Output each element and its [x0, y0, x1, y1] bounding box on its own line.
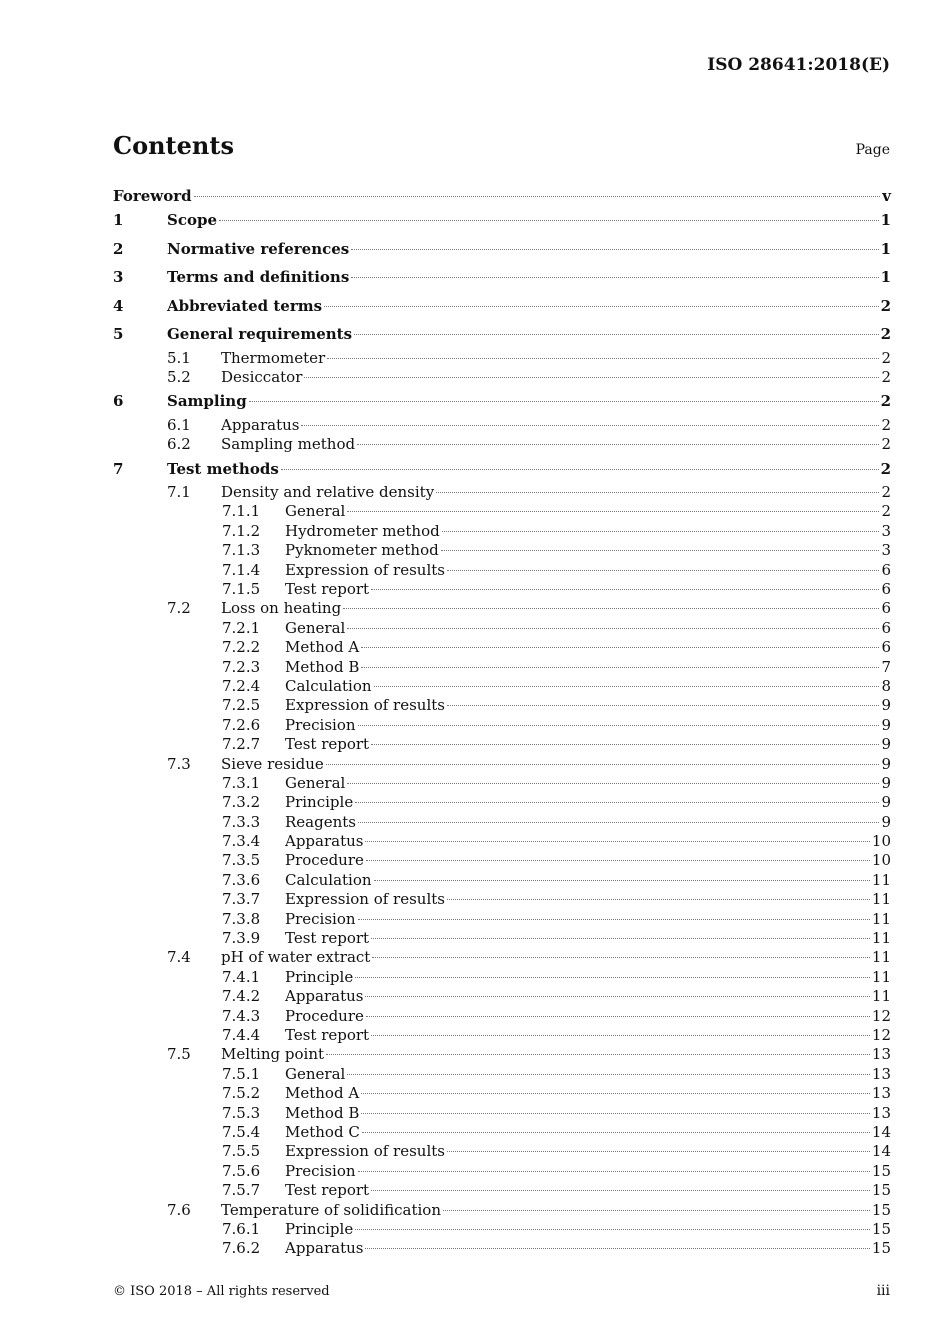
toc-entry-page: 11: [871, 870, 891, 889]
toc-entry-title: Apparatus: [285, 832, 364, 851]
page-title: Contents: [113, 131, 234, 160]
toc-entry-page: 10: [871, 832, 891, 851]
dot-leader: [365, 841, 869, 842]
toc-entry-title: Expression of results: [285, 890, 445, 909]
toc-entry-page: 2: [881, 415, 891, 434]
toc-entry-page: 9: [881, 715, 891, 734]
toc-entry[interactable]: [113, 1181, 891, 1200]
toc-entry-page: 6: [881, 638, 891, 657]
toc-entry-page: 2: [881, 502, 891, 521]
toc-entry-title: Method B: [285, 1103, 360, 1122]
toc-entry-page: 14: [871, 1122, 891, 1141]
dot-leader: [347, 783, 879, 784]
toc-entry-number: 7.3.9: [222, 929, 261, 948]
dot-leader: [447, 1151, 870, 1152]
dot-leader: [371, 1190, 870, 1191]
toc-entry-number: 7.6: [167, 1200, 191, 1219]
toc-entry-number: 7.2: [167, 599, 191, 618]
toc-entry-page: v: [882, 187, 891, 205]
dot-leader: [361, 1093, 870, 1094]
toc-entry[interactable]: [113, 890, 891, 909]
dot-leader: [301, 425, 879, 426]
toc-entry-title: Expression of results: [285, 696, 445, 715]
toc-entry-title: Foreword: [113, 187, 192, 205]
toc-entry[interactable]: [113, 186, 891, 206]
toc-entry[interactable]: [113, 561, 891, 580]
toc-entry-title: Method A: [285, 638, 360, 657]
toc-entry-title: Hydrometer method: [285, 521, 440, 540]
dot-leader: [357, 444, 879, 445]
toc-entry-title: Loss on heating: [221, 599, 342, 618]
toc-entry-page: 6: [881, 560, 891, 579]
dot-leader: [326, 1054, 870, 1055]
toc-entry-number: 5.2: [167, 367, 191, 386]
toc-entry-number: 7.3.2: [222, 793, 261, 812]
dot-leader: [304, 377, 879, 378]
dot-leader: [361, 667, 879, 668]
toc-entry-page: 8: [881, 676, 891, 695]
toc-entry[interactable]: [113, 1201, 891, 1220]
toc-entry-title: Procedure: [285, 851, 364, 870]
dot-leader: [372, 957, 870, 958]
toc-entry-page: 2: [880, 459, 891, 478]
toc-entry-page: 15: [871, 1219, 891, 1238]
toc-entry-page: 9: [881, 812, 891, 831]
dot-leader: [442, 531, 880, 532]
toc-entry[interactable]: [113, 1084, 891, 1103]
toc-entry-number: 7.5: [167, 1045, 191, 1064]
toc-entry[interactable]: [113, 793, 891, 812]
toc-entry[interactable]: [113, 263, 891, 292]
toc-entry-page: 3: [881, 521, 891, 540]
dot-leader: [358, 919, 870, 920]
toc-entry-page: 2: [880, 325, 891, 343]
dot-leader: [371, 938, 870, 939]
toc-entry-page: 1: [880, 268, 891, 286]
toc-entry[interactable]: [113, 755, 891, 774]
toc-entry[interactable]: [113, 235, 891, 264]
toc-entry-page: 12: [871, 1006, 891, 1025]
dot-leader: [249, 401, 879, 402]
toc-entry-number: 7.1.3: [222, 541, 261, 560]
toc-entry-page: 9: [881, 735, 891, 754]
toc-entry[interactable]: [113, 206, 891, 235]
dot-leader: [326, 764, 880, 765]
toc-entry-number: 7.4: [167, 948, 191, 967]
toc-entry-page: 3: [881, 541, 891, 560]
dot-leader: [366, 860, 870, 861]
toc-entry-title: General requirements: [167, 325, 353, 343]
toc-entry-number: 1: [113, 211, 124, 229]
toc-entry-title: pH of water extract: [221, 948, 371, 967]
toc-entry-title: Test report: [285, 735, 370, 754]
toc-entry-title: Precision: [285, 1161, 356, 1180]
dot-leader: [374, 880, 870, 881]
toc-entry-page: 15: [871, 1239, 891, 1258]
toc-entry-number: 7.4.4: [222, 1026, 261, 1044]
dot-leader: [358, 1171, 870, 1172]
toc-entry-title: Sampling: [167, 392, 247, 411]
toc-entry-number: 3: [113, 268, 124, 286]
toc-entry-page: 15: [871, 1200, 891, 1219]
toc-entry[interactable]: [113, 1065, 891, 1084]
toc-entry[interactable]: [113, 696, 891, 715]
page-number: iii: [876, 1283, 890, 1299]
dot-leader: [443, 1210, 870, 1211]
toc-entry-number: 7.5.7: [222, 1181, 261, 1200]
toc-entry-title: Method B: [285, 657, 360, 676]
toc-entry-page: 15: [871, 1161, 891, 1180]
toc-entry-number: 7.2.5: [222, 696, 261, 715]
toc-entry-page: 1: [880, 239, 891, 258]
copyright-notice: © ISO 2018 – All rights reserved: [113, 1284, 330, 1299]
dot-leader: [354, 334, 879, 335]
toc-entry[interactable]: [113, 1104, 891, 1123]
dot-leader: [327, 358, 879, 359]
toc-entry-title: Method A: [285, 1084, 360, 1103]
toc-entry-title: Precision: [285, 715, 356, 734]
toc-entry-title: Procedure: [285, 1006, 364, 1025]
toc-entry-title: Desiccator: [221, 367, 303, 386]
toc-entry-page: 15: [871, 1181, 891, 1200]
toc-entry-number: 7.1.5: [222, 580, 261, 599]
toc-entry-page: 2: [880, 392, 891, 411]
dot-leader: [371, 1035, 870, 1036]
dot-leader: [343, 608, 879, 609]
toc-entry[interactable]: [113, 1123, 891, 1142]
toc-entry-title: Density and relative density: [221, 483, 435, 502]
toc-entry[interactable]: [113, 1142, 891, 1161]
toc-entry-title: Precision: [285, 909, 356, 928]
toc-entry-number: 7.2.2: [222, 638, 261, 657]
toc-entry-number: 6.1: [167, 415, 191, 434]
toc-entry-title: Calculation: [285, 676, 372, 695]
toc-entry[interactable]: [113, 580, 891, 599]
toc-entry[interactable]: [113, 599, 891, 618]
toc-entry-page: 11: [871, 967, 891, 986]
dot-leader: [374, 686, 880, 687]
toc-entry-page: 9: [881, 754, 891, 773]
toc-entry[interactable]: [113, 851, 891, 870]
toc-entry-title: Apparatus: [285, 1239, 364, 1258]
toc-entry-number: 7.5.5: [222, 1142, 261, 1161]
toc-entry-title: General: [285, 1064, 346, 1083]
toc-entry-number: 7.4.2: [222, 987, 261, 1006]
toc-entry-number: 7.3.4: [222, 832, 261, 851]
toc-entry[interactable]: [113, 1026, 891, 1045]
dot-leader: [436, 492, 879, 493]
toc-entry-number: 7.2.4: [222, 676, 261, 695]
toc-entry-title: Test report: [285, 929, 370, 948]
dot-leader: [355, 802, 879, 803]
toc-entry-number: 7.1: [167, 483, 191, 502]
toc-entry-page: 13: [871, 1045, 891, 1064]
toc-entry[interactable]: [113, 483, 891, 502]
toc-entry-page: 2: [881, 483, 891, 502]
toc-entry-number: 7.6.1: [222, 1219, 261, 1238]
dot-leader: [324, 306, 878, 307]
toc-entry-title: Test methods: [167, 459, 279, 478]
toc-entry-page: 11: [871, 929, 891, 948]
toc-entry-title: Apparatus: [221, 415, 300, 434]
toc-entry[interactable]: [113, 1007, 891, 1026]
toc-entry-number: 7.1.2: [222, 521, 261, 540]
toc-entry-number: 7.2.7: [222, 735, 261, 754]
toc-entry-title: Reagents: [285, 812, 356, 831]
dot-leader: [371, 744, 879, 745]
toc-entry-page: 9: [881, 773, 891, 792]
toc-entry[interactable]: [113, 541, 891, 560]
toc-entry-number: 7.1.1: [222, 502, 261, 521]
toc-entry[interactable]: [113, 948, 891, 967]
toc-entry-title: Principle: [285, 1219, 354, 1238]
toc-entry-page: 1: [880, 211, 891, 229]
toc-entry[interactable]: [113, 910, 891, 929]
toc-entry-title: General: [285, 502, 346, 521]
dot-leader: [355, 1229, 870, 1230]
toc-entry[interactable]: [113, 735, 891, 754]
toc-entry[interactable]: [113, 716, 891, 735]
toc-entry-number: 7.3: [167, 754, 191, 773]
toc-entry-page: 6: [881, 599, 891, 618]
toc-entry[interactable]: [113, 455, 891, 484]
toc-entry[interactable]: [113, 320, 891, 349]
toc-entry[interactable]: [113, 502, 891, 521]
table-of-contents: [113, 186, 891, 1259]
toc-entry-title: Apparatus: [285, 987, 364, 1006]
toc-entry-page: 10: [871, 851, 891, 870]
toc-entry-page: 11: [871, 890, 891, 909]
toc-entry-number: 7.3.3: [222, 812, 261, 831]
toc-entry-page: 12: [871, 1026, 891, 1044]
toc-entry[interactable]: [113, 387, 891, 416]
toc-entry-page: 11: [871, 909, 891, 928]
toc-entry-number: 7.2.6: [222, 715, 261, 734]
dot-leader: [219, 220, 879, 221]
toc-entry-page: 2: [880, 296, 891, 315]
toc-entry-number: 7: [113, 459, 124, 478]
toc-entry-title: Principle: [285, 793, 354, 812]
toc-entry-number: 7.3.6: [222, 870, 261, 889]
toc-entry[interactable]: [113, 435, 891, 454]
dot-leader: [366, 1016, 870, 1017]
toc-entry-title: Expression of results: [285, 560, 445, 579]
toc-entry-title: Scope: [167, 211, 218, 229]
dot-leader: [361, 647, 879, 648]
toc-entry[interactable]: [113, 416, 891, 435]
toc-entry-number: 7.5.4: [222, 1122, 261, 1141]
toc-entry-number: 2: [113, 239, 124, 258]
dot-leader: [358, 725, 880, 726]
toc-entry-title: Sampling method: [221, 435, 356, 454]
toc-entry-title: Normative references: [167, 239, 350, 258]
toc-entry[interactable]: [113, 658, 891, 677]
toc-entry[interactable]: [113, 774, 891, 793]
toc-entry[interactable]: [113, 522, 891, 541]
toc-entry-page: 13: [871, 1064, 891, 1083]
toc-entry-title: Test report: [285, 1026, 370, 1044]
toc-entry-title: General: [285, 618, 346, 637]
dot-leader: [347, 1074, 870, 1075]
toc-entry-page: 7: [881, 657, 891, 676]
toc-entry-page: 13: [871, 1103, 891, 1122]
dot-leader: [441, 550, 880, 551]
toc-entry-page: 11: [871, 948, 891, 967]
toc-entry-title: Method C: [285, 1122, 360, 1141]
toc-entry-page: 9: [881, 793, 891, 812]
toc-entry[interactable]: [113, 292, 891, 321]
toc-entry[interactable]: [113, 832, 891, 851]
toc-entry-number: 7.4.3: [222, 1006, 261, 1025]
toc-entry-number: 7.5.2: [222, 1084, 261, 1103]
dot-leader: [362, 1132, 870, 1133]
toc-entry-page: 14: [871, 1142, 891, 1161]
toc-entry-page: 2: [881, 367, 891, 386]
toc-entry[interactable]: [113, 368, 891, 387]
dot-leader: [358, 822, 879, 823]
dot-leader: [447, 705, 879, 706]
toc-entry-title: Principle: [285, 967, 354, 986]
toc-entry-number: 7.5.1: [222, 1064, 261, 1083]
toc-entry-number: 7.5.3: [222, 1103, 261, 1122]
toc-entry-page: 6: [881, 580, 891, 599]
toc-entry-number: 6.2: [167, 435, 191, 454]
toc-entry[interactable]: [113, 638, 891, 657]
dot-leader: [347, 511, 879, 512]
toc-entry-page: 11: [871, 987, 891, 1006]
toc-entry[interactable]: [113, 677, 891, 696]
toc-entry[interactable]: [113, 1239, 891, 1258]
toc-entry-page: 13: [871, 1084, 891, 1103]
toc-entry-title: Calculation: [285, 870, 372, 889]
toc-entry-number: 7.6.2: [222, 1239, 261, 1258]
toc-entry-title: Thermometer: [221, 348, 326, 367]
dot-leader: [347, 628, 879, 629]
toc-entry-number: 5.1: [167, 348, 191, 367]
toc-entry-number: 7.4.1: [222, 967, 261, 986]
dot-leader: [194, 196, 881, 197]
toc-entry-page: 9: [881, 696, 891, 715]
toc-entry-title: Sieve residue: [221, 754, 324, 773]
toc-entry-title: Terms and definitions: [167, 268, 350, 286]
toc-entry[interactable]: [113, 349, 891, 368]
toc-entry[interactable]: [113, 813, 891, 832]
toc-entry-number: 5: [113, 325, 124, 343]
toc-entry-number: 7.2.3: [222, 657, 261, 676]
dot-leader: [355, 977, 870, 978]
toc-entry-number: 7.2.1: [222, 618, 261, 637]
toc-entry-number: 7.3.8: [222, 909, 261, 928]
toc-entry-title: Test report: [285, 1181, 370, 1200]
toc-entry[interactable]: [113, 1220, 891, 1239]
toc-entry-title: Temperature of solidification: [221, 1200, 441, 1219]
toc-entry[interactable]: [113, 929, 891, 948]
toc-entry-number: 6: [113, 392, 124, 411]
dot-leader: [351, 277, 878, 278]
document-identifier: ISO 28641:2018(E): [707, 55, 890, 75]
toc-entry-page: 6: [881, 618, 891, 637]
dot-leader: [351, 249, 878, 250]
toc-entry-number: 7.3.7: [222, 890, 261, 909]
toc-entry[interactable]: [113, 968, 891, 987]
toc-entry-title: Test report: [285, 580, 370, 599]
toc-entry-page: 2: [881, 435, 891, 454]
toc-entry-number: 4: [113, 296, 124, 315]
toc-entry[interactable]: [113, 987, 891, 1006]
dot-leader: [447, 570, 879, 571]
toc-entry[interactable]: [113, 1162, 891, 1181]
toc-entry[interactable]: [113, 871, 891, 890]
toc-entry[interactable]: [113, 619, 891, 638]
dot-leader: [371, 589, 879, 590]
toc-entry-number: 7.5.6: [222, 1161, 261, 1180]
toc-entry-title: Pyknometer method: [285, 541, 439, 560]
toc-entry-title: Abbreviated terms: [167, 296, 323, 315]
toc-entry-number: 7.3.5: [222, 851, 261, 870]
page-column-label: Page: [855, 142, 890, 158]
toc-entry-number: 7.3.1: [222, 773, 261, 792]
dot-leader: [447, 899, 870, 900]
dot-leader: [281, 469, 879, 470]
toc-entry-title: Expression of results: [285, 1142, 445, 1161]
toc-entry-title: General: [285, 773, 346, 792]
toc-entry-number: 7.1.4: [222, 560, 261, 579]
dot-leader: [365, 1248, 869, 1249]
dot-leader: [365, 996, 869, 997]
toc-entry[interactable]: [113, 1045, 891, 1064]
toc-entry-title: Melting point: [221, 1045, 325, 1064]
dot-leader: [361, 1113, 870, 1114]
toc-entry-page: 2: [881, 348, 891, 367]
